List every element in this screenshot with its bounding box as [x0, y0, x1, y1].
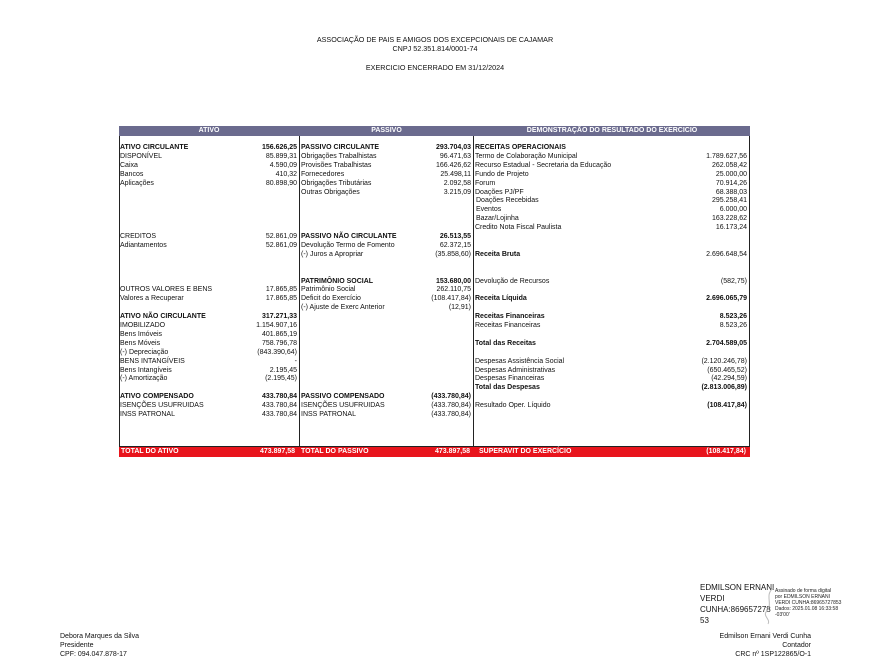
passivo-row — [300, 303, 473, 312]
dre-row-value: 262.058,42 — [711, 161, 747, 169]
signatory-role: Presidente — [60, 642, 94, 649]
dre-row — [474, 277, 750, 286]
dre-row-value: (2.813.006,89) — [701, 384, 747, 392]
passivo-row — [300, 232, 473, 241]
ativo-row — [119, 232, 299, 241]
ativo-row — [119, 392, 299, 401]
period: EXERCICIO ENCERRADO EM 31/12/2024 — [365, 63, 505, 72]
dre-row-value: 70.914,26 — [715, 179, 747, 187]
dre-row — [474, 366, 750, 375]
passivo-row — [300, 285, 473, 294]
total-ativo-label: TOTAL DO ATIVO — [121, 448, 179, 455]
ativo-row-value: 85.899,31 — [265, 152, 297, 160]
signature-note-line: Assinado de forma digital — [775, 588, 832, 594]
ativo-row-value: 410,32 — [275, 170, 297, 178]
ativo-row-label: IMOBILIZADO — [120, 322, 166, 329]
ativo-row-label: INSS PATRONAL — [120, 411, 175, 418]
dre-row-label: Resultado Oper. Líquido — [475, 402, 551, 410]
dre-row-value: 16.173,24 — [715, 224, 747, 232]
ativo-row-value: 433.780,84 — [261, 402, 297, 410]
ativo-row-value: 1.154.907,16 — [256, 322, 297, 329]
passivo-row-value: (35.858,60) — [435, 250, 471, 258]
passivo-row — [300, 152, 473, 161]
passivo-row — [300, 188, 473, 197]
passivo-row-label: Fornecedores — [301, 170, 345, 178]
passivo-row — [300, 170, 473, 179]
ativo-row-value: 317.271,33 — [261, 313, 297, 321]
ativo-row — [119, 143, 299, 152]
dre-row-value: 2.696.065,79 — [706, 295, 747, 303]
dre-row — [474, 196, 750, 205]
dre-row-value: 8.523,26 — [719, 322, 747, 329]
passivo-row-label: Devolução Termo de Fomento — [301, 241, 395, 249]
ativo-row-label: Valores a Recuperar — [120, 295, 184, 303]
passivo-row-value: (433.780,84) — [431, 393, 471, 401]
total-passivo-value: 473.897,58 — [434, 448, 470, 455]
ativo-row — [119, 161, 299, 170]
ativo-row-value: 52.861,09 — [265, 233, 297, 240]
signatory-id: CRC nº 1SP122865/O-1 — [735, 651, 811, 658]
passivo-row-value: 62.372,15 — [439, 241, 471, 249]
signature-note-line: VERDI CUNHA:86965727853 — [775, 600, 842, 606]
dre-row — [474, 179, 750, 188]
ativo-row — [119, 170, 299, 179]
passivo-row-value: (12,91) — [448, 304, 471, 312]
passivo-row-label: Patrimônio Social — [301, 286, 356, 294]
passivo-row — [300, 401, 473, 410]
balance-sheet-table — [119, 126, 750, 457]
ativo-row-label: ATIVO COMPENSADO — [120, 393, 194, 401]
dre-row-value: 163.228,62 — [711, 215, 747, 223]
dre-row-label: Receita Líquida — [475, 295, 527, 303]
ativo-row — [119, 312, 299, 321]
ativo-row — [119, 152, 299, 161]
passivo-row-value: 166.426,62 — [435, 161, 471, 169]
passivo-row — [300, 161, 473, 170]
ativo-row-label: Adiantamentos — [120, 241, 167, 249]
signature-note-line: por EDMILSON ERNANI — [775, 594, 831, 600]
ativo-row-label: CREDITOS — [120, 233, 157, 240]
dre-row-label: Receitas Financeiras — [475, 313, 545, 321]
dre-row — [474, 401, 750, 410]
dre-row — [474, 188, 750, 197]
passivo-row-label: Provisões Trabalhistas — [301, 161, 372, 169]
dre-row — [474, 152, 750, 161]
column-header-dre: DEMONSTRAÇÃO DO RESULTADO DO EXERCICIO — [474, 126, 750, 136]
dre-row-value: 68.388,03 — [715, 188, 747, 196]
passivo-row-label: PASSIVO COMPENSADO — [301, 393, 385, 401]
passivo-row-value: 153.680,00 — [435, 277, 471, 285]
dre-row — [474, 223, 750, 232]
ativo-row-label: Bens Móveis — [120, 339, 161, 347]
ativo-row — [119, 285, 299, 294]
dre-row — [474, 170, 750, 179]
ativo-row-label: BENS INTANGÍVEIS — [120, 357, 185, 365]
dre-row-label: Bazar/Lojinha — [476, 215, 519, 223]
signature-note-line: Dados: 2025.01.08 16:33:58 — [775, 606, 839, 612]
ativo-row-value: 80.898,90 — [265, 179, 297, 187]
dre-row-value: 2.696.648,54 — [706, 250, 747, 258]
org-name: ASSOCIAÇÃO DE PAIS E AMIGOS DOS EXCEPCIONAIS DE CAJAMAR — [316, 35, 554, 44]
passivo-row-label: (-) Ajuste de Exerc Anterior — [301, 304, 385, 312]
signatory-id: CPF: 094.047.878-17 — [60, 651, 127, 658]
ativo-row — [119, 241, 299, 250]
dre-row — [474, 357, 750, 366]
ativo-row-value: 758.796,78 — [261, 339, 297, 347]
dre-row-value: (2.120.246,78) — [701, 357, 747, 365]
passivo-row — [300, 143, 473, 152]
dre-row-label: Doações PJ/PF — [475, 188, 524, 196]
ativo-row-label: Bens Intangíveis — [120, 366, 172, 374]
dre-row — [474, 143, 750, 152]
ativo-row — [119, 348, 299, 357]
ativo-row-label: (-) Amortização — [120, 375, 168, 383]
dre-row-value: 2.704.589,05 — [706, 339, 747, 347]
dre-row — [474, 339, 750, 348]
passivo-row — [300, 392, 473, 401]
ativo-row — [119, 357, 299, 366]
signature-name-line: 53 — [700, 616, 709, 625]
dre-row — [474, 321, 750, 330]
ativo-row-label: ATIVO NÃO CIRCULANTE — [120, 313, 206, 321]
passivo-row-value: 26.513,55 — [439, 233, 471, 240]
signature-name-line: CUNHA:869657278 — [700, 605, 771, 614]
ativo-row-value: 52.861,09 — [265, 241, 297, 249]
ativo-row-value: 156.626,25 — [261, 144, 297, 151]
ativo-row — [119, 410, 299, 419]
passivo-row-label: ISENÇÕES USUFRUIDAS — [301, 402, 385, 410]
dre-row — [474, 250, 750, 259]
ativo-row-value: 17.865,85 — [265, 295, 297, 303]
passivo-row-value: (433.780,84) — [431, 411, 471, 418]
passivo-row-value: 262.110,75 — [436, 286, 471, 294]
signatory-right — [720, 632, 811, 659]
dre-row-label: Devolução de Recursos — [475, 277, 550, 285]
dre-row-label: Credito Nota Fiscal Paulista — [475, 224, 562, 232]
passivo-row — [300, 179, 473, 188]
passivo-row — [300, 241, 473, 250]
dre-row-label: Forum — [475, 179, 496, 187]
ativo-row — [119, 179, 299, 188]
passivo-row-value: 96.471,63 — [439, 152, 471, 160]
ativo-row-label: Bens Imóveis — [120, 330, 163, 338]
passivo-row-value: 25.498,11 — [440, 170, 471, 178]
dre-row-value: (650.465,52) — [707, 366, 747, 374]
signature-name-line: EDMILSON ERNANI — [700, 583, 775, 592]
ativo-row-value: 401.865,19 — [261, 330, 297, 338]
dre-row-label: Despesas Assistência Social — [475, 357, 565, 365]
superavit-bar — [474, 447, 750, 457]
signatory-left — [60, 632, 139, 659]
dre-row-label: Termo de Colaboração Municipal — [475, 152, 578, 160]
superavit-value: (108.417,84) — [706, 448, 746, 455]
ativo-row-value: (843.390,64) — [257, 348, 297, 356]
dre-row-label: Despesas Administrativas — [475, 366, 556, 374]
dre-row-value: 1.789.627,56 — [706, 152, 747, 160]
cnpj: CNPJ 52.351.814/0001-74 — [392, 44, 478, 53]
dre-row-label: RECEITAS OPERACIONAIS — [475, 144, 566, 151]
signatory-name: Debora Marques da Silva — [60, 633, 139, 640]
passivo-row — [300, 250, 473, 259]
dre-row-label: Total das Despesas — [475, 384, 540, 392]
ativo-row-label: DISPONÍVEL — [120, 152, 163, 160]
dre-row — [474, 383, 750, 392]
passivo-row-value: 2.092,58 — [443, 179, 471, 187]
passivo-row-label: INSS PATRONAL — [301, 411, 356, 418]
dre-row-value: 25.000,00 — [715, 170, 747, 178]
ativo-row-value: 4.590,09 — [269, 161, 297, 169]
dre-row-label: Doações Recebidas — [476, 197, 539, 205]
ativo-row — [119, 321, 299, 330]
dre-row-label: Fundo de Projeto — [475, 170, 529, 178]
dre-row-value: (42.294,59) — [711, 375, 747, 383]
dre-row-label: Despesas Financeiras — [475, 375, 545, 383]
dre-row-value: (582,75) — [720, 277, 747, 285]
ativo-row-label: ISENÇÕES USUFRUIDAS — [120, 402, 204, 410]
passivo-row-value: (433.780,84) — [431, 402, 471, 410]
signatory-role: Contador — [782, 642, 811, 649]
dre-row-label: Eventos — [476, 206, 502, 214]
dre-row-value: 8.523,26 — [719, 313, 747, 321]
passivo-row-label: PASSIVO NÃO CIRCULANTE — [301, 233, 397, 240]
dre-row — [474, 161, 750, 170]
ativo-row-label: Bancos — [120, 170, 144, 178]
total-ativo-value: 473.897,58 — [259, 448, 295, 455]
dre-row — [474, 205, 750, 214]
total-ativo-bar — [119, 447, 299, 457]
passivo-row — [300, 294, 473, 303]
ativo-row-value: 2.195,45 — [269, 366, 297, 374]
ativo-row-label: ATIVO CIRCULANTE — [120, 144, 189, 151]
column-header-passivo: PASSIVO — [299, 126, 474, 136]
ativo-row-label: Caixa — [120, 161, 138, 169]
ativo-row-value: (2.195,45) — [265, 375, 297, 383]
passivo-row-value: 3.215,09 — [443, 188, 471, 196]
ativo-row-value: 433.780,84 — [261, 393, 297, 401]
ativo-row — [119, 374, 299, 383]
passivo-row-label: PASSIVO CIRCULANTE — [301, 144, 380, 151]
dre-row-label: Receita Bruta — [475, 250, 521, 258]
passivo-row — [300, 410, 473, 419]
ativo-row-label: (-) Depreciação — [120, 348, 169, 356]
dre-row — [474, 214, 750, 223]
signature-squiggle-icon — [762, 586, 776, 626]
passivo-row-value: 293.704,03 — [435, 144, 471, 151]
passivo-row-label: Outras Obrigações — [301, 188, 360, 196]
ativo-row — [119, 366, 299, 375]
digital-signature-note — [775, 588, 841, 618]
passivo-row-label: PATRIMÔNIO SOCIAL — [301, 277, 374, 285]
dre-row — [474, 312, 750, 321]
dre-row-value: 6.000,00 — [719, 206, 747, 214]
superavit-label: SUPERAVIT DO EXERCÍCIO — [479, 448, 572, 455]
ativo-row-label: OUTROS VALORES E BENS — [120, 286, 213, 294]
signature-note-line: -03'00' — [775, 612, 790, 618]
ativo-row-value: 17.865,85 — [265, 286, 297, 294]
passivo-row — [300, 277, 473, 286]
dre-row-label: Recurso Estadual - Secretaria da Educação — [475, 161, 612, 169]
ativo-row — [119, 339, 299, 348]
total-passivo-bar — [299, 447, 474, 457]
passivo-row-label: Deficit do Exercício — [301, 295, 361, 303]
ativo-row — [119, 330, 299, 339]
dre-row-value: 295.258,41 — [711, 197, 747, 205]
signatory-name: Edmilson Ernani Verdi Cunha — [719, 633, 811, 640]
dre-row — [474, 374, 750, 383]
ativo-row — [119, 294, 299, 303]
dre-row-label: Receitas Financeiras — [475, 322, 541, 329]
passivo-row-label: Obrigações Tributárias — [301, 179, 372, 187]
ativo-row-value: - — [294, 357, 297, 365]
dre-row-value: (108.417,84) — [707, 402, 747, 410]
total-passivo-label: TOTAL DO PASSIVO — [301, 448, 369, 455]
ativo-row-value: 433.780,84 — [261, 411, 297, 418]
passivo-row-label: Obrigações Trabalhistas — [301, 152, 377, 160]
passivo-row-value: (108.417,84) — [431, 295, 471, 303]
dre-row — [474, 294, 750, 303]
passivo-row-label: (-) Juros a Apropriar — [301, 250, 364, 258]
dre-row-label: Total das Receitas — [475, 339, 536, 347]
signature-name-line: VERDI — [700, 594, 725, 603]
column-header-ativo: ATIVO — [119, 126, 299, 136]
ativo-row-label: Aplicações — [120, 179, 154, 187]
ativo-row — [119, 401, 299, 410]
